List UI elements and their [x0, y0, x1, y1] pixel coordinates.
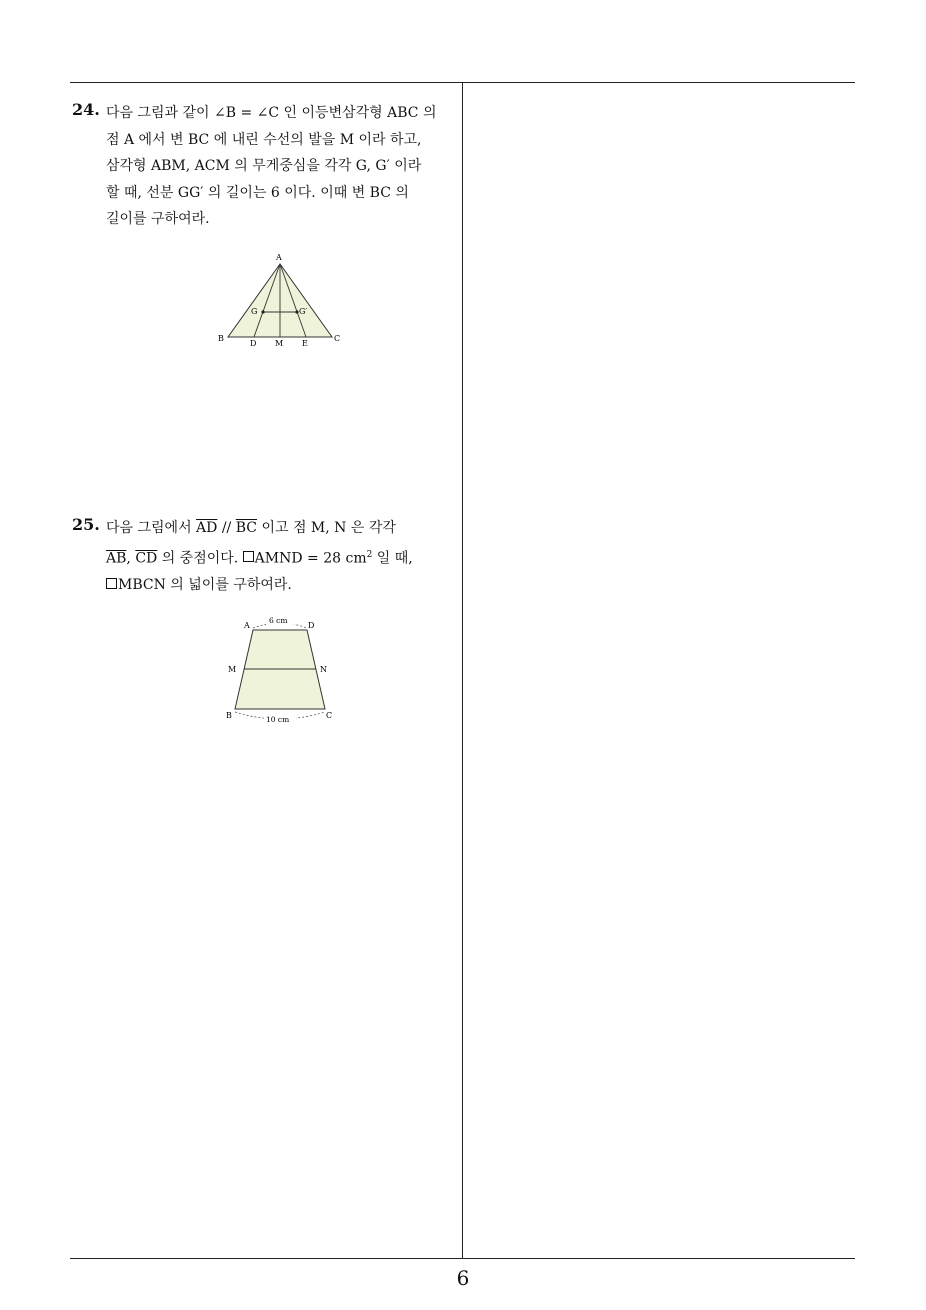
text-fragment: 의 넓이를 구하여라.	[165, 576, 292, 593]
problem-line: 점 A 에서 변 BC 에 내린 수선의 발을 M 이라 하고,	[106, 131, 422, 148]
isosceles-triangle-figure	[212, 248, 348, 348]
segment-bc: $\overline{BC}$	[235, 520, 257, 536]
page-number: 6	[456, 1266, 470, 1290]
quadrilateral-icon	[106, 578, 117, 589]
text-fragment: 의 중점이다.	[157, 550, 243, 567]
problem-line: 할 때, 선분 GG′ 의 길이는 6 이다. 이때 변 BC 의	[106, 184, 409, 201]
label-g-prime: G′	[299, 307, 308, 316]
problem-text	[106, 100, 456, 233]
label-d: D	[308, 621, 315, 630]
trapezoid-figure	[222, 612, 338, 727]
quad-amnd: AMND	[254, 550, 303, 567]
segment-ab: $\overline{AB}$	[106, 550, 127, 567]
text-fragment: 이고 점 M, N 은 각각	[257, 520, 396, 536]
bottom-length-label: 10 cm	[266, 715, 290, 724]
label-g: G	[251, 307, 258, 316]
label-d: D	[250, 339, 257, 348]
problem-text	[106, 515, 456, 598]
parallel-symbol: //	[217, 520, 236, 536]
exponent: 2	[366, 549, 373, 560]
top-length-label: 6 cm	[269, 616, 288, 625]
problem-line	[106, 542, 456, 572]
label-e: E	[302, 339, 308, 348]
text-fragment: = 28 cm	[302, 550, 367, 567]
problem-line: 다음 그림과 같이 ∠B = ∠C 인 이등변삼각형 ABC 의	[106, 105, 437, 121]
label-a: A	[244, 621, 250, 630]
point-g	[261, 310, 264, 313]
label-a: A	[276, 253, 282, 262]
text-fragment: 일 때,	[372, 550, 413, 567]
label-n: N	[320, 665, 327, 674]
label-c: C	[334, 334, 341, 343]
problem-25	[70, 515, 456, 598]
problem-line: 삼각형 ABM, ACM 의 무게중심을 각각 G, G′ 이라	[106, 158, 422, 174]
quad-mbcn: MBCN	[118, 576, 166, 593]
label-b: B	[226, 711, 232, 720]
text-fragment: 다음 그림에서	[106, 520, 197, 536]
text-fragment: ,	[126, 550, 136, 567]
segment-cd: $\overline{CD}$	[135, 550, 158, 567]
problem-number: 24.	[72, 100, 100, 119]
problem-line: 길이를 구하여라.	[106, 211, 210, 227]
problem-24	[70, 100, 456, 233]
problem-line	[106, 572, 456, 599]
label-m: M	[275, 339, 284, 348]
label-b: B	[218, 334, 224, 343]
trapezoid-abcd	[235, 630, 325, 709]
problem-number: 25.	[72, 515, 100, 534]
label-m: M	[228, 665, 237, 674]
problem-line	[106, 515, 456, 542]
bottom-rule	[70, 1258, 855, 1259]
label-c: C	[326, 711, 333, 720]
column-divider	[462, 82, 463, 1258]
quadrilateral-icon	[243, 551, 254, 562]
segment-ad: $\overline{AD}$	[196, 520, 218, 536]
